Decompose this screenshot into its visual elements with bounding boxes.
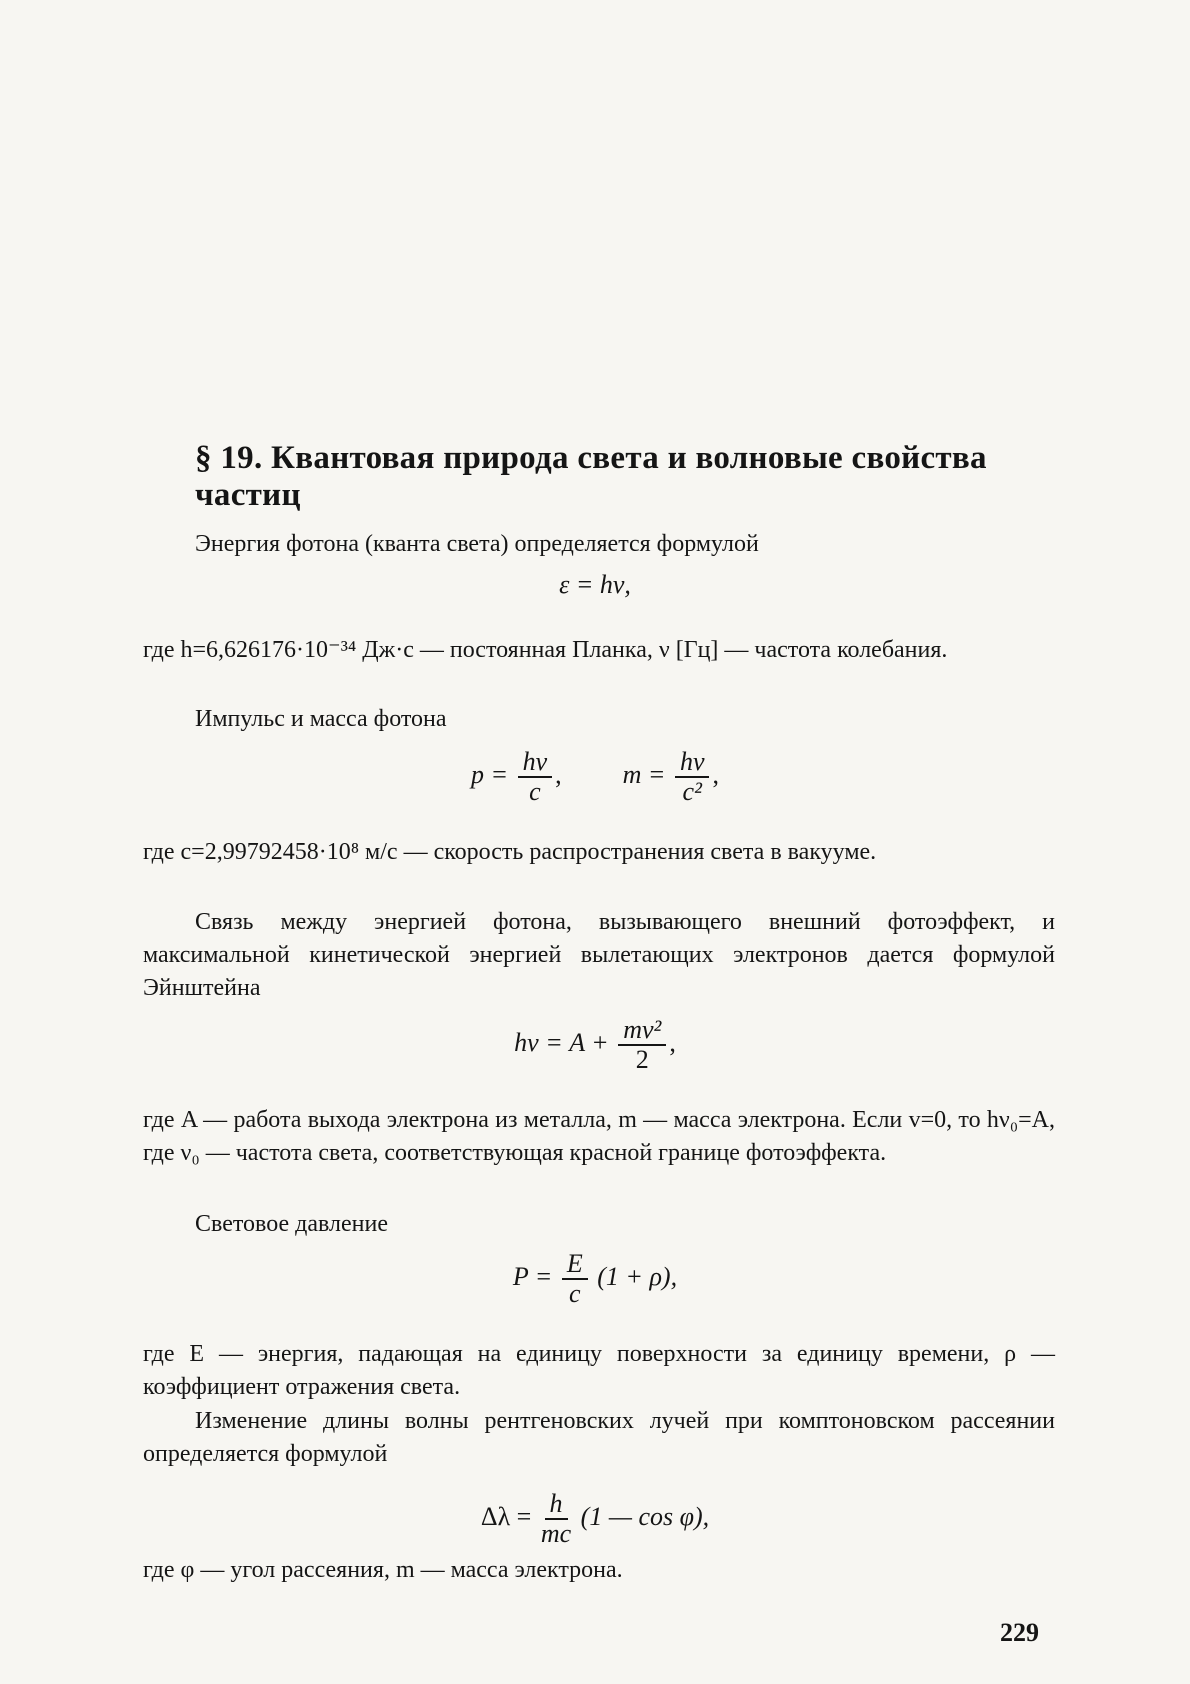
mass-lhs: m = xyxy=(622,759,666,789)
compton-denominator: mc xyxy=(540,1519,572,1548)
pressure-tail: (1 + ρ), xyxy=(597,1261,678,1291)
mass-denominator: c² xyxy=(682,777,702,806)
mass-fraction xyxy=(675,748,710,806)
einstein-denominator: 2 xyxy=(635,1045,649,1074)
momentum-fraction xyxy=(518,748,553,806)
formula-light-pressure xyxy=(0,1250,1190,1308)
pressure-numerator: E xyxy=(562,1250,588,1280)
pressure-denominator: c xyxy=(569,1279,581,1308)
compton-fraction xyxy=(541,1490,571,1548)
einstein-numerator: mv² xyxy=(618,1016,666,1046)
paragraph-light-pressure: Световое давление xyxy=(195,1211,388,1237)
mass-numerator: hν xyxy=(675,748,710,778)
formula-compton xyxy=(0,1490,1190,1548)
paragraph-planck-constant: где h=6,626176·10⁻³⁴ Дж·с — постоянная Планка, ν [Гц] — частота колебания. xyxy=(143,637,948,663)
paragraph-einstein: Связь между энергией фотона, вызывающего внешний фотоэффект, и максимальной кинетической энергией вылетающих электронов дается формулой Эйнштейна xyxy=(143,909,1055,1001)
momentum-numerator: hν xyxy=(518,748,553,778)
section-heading: § 19. Квантовая природа света и волновые свойства частиц xyxy=(195,440,987,513)
einstein-lhs: hν = A + xyxy=(514,1027,609,1057)
momentum-lhs: p = xyxy=(471,759,509,789)
momentum-denominator: c xyxy=(529,777,541,806)
formula-photon-energy: ε = hν, xyxy=(559,570,631,599)
page-number: 229 xyxy=(1000,1618,1039,1647)
paragraph-compton: Изменение длины волны рентгеновских лучей при комптоновском рассеянии определяется формулой xyxy=(143,1408,1055,1467)
formula-momentum-mass: p = $\frac{h\nu}{c}$ , m = $\frac{h\nu}{\text{c²}}$ , xyxy=(471,747,719,806)
compton-tail: (1 — cos φ), xyxy=(580,1501,710,1531)
paragraph-speed-of-light: где c=2,99792458·10⁸ м/с — скорость распространения света в вакууме. xyxy=(143,839,877,865)
einstein-fraction xyxy=(618,1016,666,1074)
pressure-fraction xyxy=(562,1250,588,1308)
paragraph-photon-energy: Энергия фотона (кванта света) определяется формулой xyxy=(195,531,759,557)
paragraph-energy-reflection: где E — энергия, падающая на единицу поверхности за единицу времени, ρ — коэффициент отражения света. xyxy=(143,1341,1055,1400)
paragraph-scattering-angle: где φ — угол рассеяния, m — масса электрона. xyxy=(143,1557,623,1583)
paragraph-momentum-mass: Импульс и масса фотона xyxy=(195,706,447,732)
compton-lhs: Δλ = xyxy=(480,1501,532,1531)
formula-einstein: hν = A + $\frac{\text{mv²}}{2}$ , xyxy=(514,1015,676,1074)
compton-numerator: h xyxy=(545,1490,568,1520)
paragraph-work-function: где A — работа выхода электрона из металла, m — масса электрона. Если v=0, то hν₀=A, где ν₀ — частота света, соответствующая красной границе фотоэффекта. xyxy=(143,1107,1055,1166)
pressure-lhs: P = xyxy=(512,1261,553,1291)
